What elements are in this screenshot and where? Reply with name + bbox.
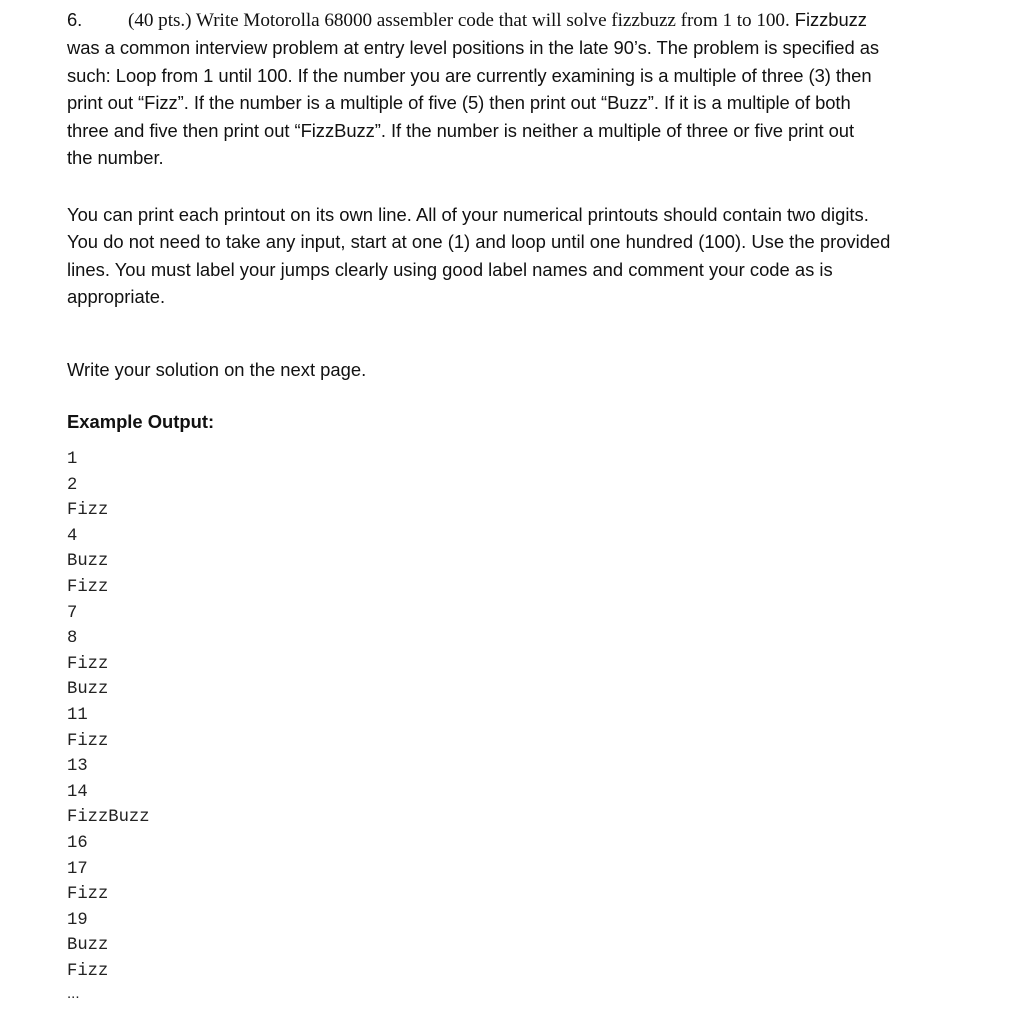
requirements-line-2: You do not need to take any input, start at one (1) and loop until one hundred (100). Use the provided [67, 231, 891, 253]
problem-line-5: three and five then print out “FizzBuzz”. If the number is neither a multiple of three or five print out [67, 119, 855, 141]
problem-line-6: the number. [67, 147, 164, 169]
problem-points-text: (40 pts.) Write Motorolla 68000 assembler code that will solve fizzbuzz from 1 to 100. [128, 10, 790, 31]
output-line: Fizz [67, 501, 109, 521]
output-line: 11 [67, 705, 88, 725]
output-line: 17 [67, 859, 88, 879]
output-line: Buzz [67, 936, 109, 956]
problem-line-3: such: Loop from 1 until 100. If the number you are currently examining is a multiple of three (3) then [67, 64, 872, 86]
output-line: 4 [67, 526, 78, 546]
problem-line-2: was a common interview problem at entry level positions in the late 90’s. The problem is specified as [67, 37, 880, 59]
output-line: 1 [67, 450, 78, 469]
output-line: Fizz [67, 654, 109, 674]
output-line: Buzz [67, 680, 109, 700]
requirements-line-1: You can print each printout on its own line. All of your numerical printouts should contain two digits. [67, 204, 869, 225]
problem-heading-tail: Fizzbuzz [789, 9, 867, 30]
example-output-heading: Example Output: [67, 411, 215, 433]
example-output-list [67, 447, 150, 984]
output-line: Fizz [67, 577, 109, 597]
output-line: 13 [67, 757, 88, 777]
problem-line-4: print out “Fizz”. If the number is a multiple of five (5) then print out “Buzz”. If it is a multiple of both [67, 92, 851, 114]
requirements-line-4: appropriate. [67, 286, 166, 308]
output-line: 8 [67, 629, 78, 649]
next-page-instruction: Write your solution on the next page. [67, 359, 367, 381]
output-line: 14 [67, 782, 88, 802]
requirements-paragraph [67, 201, 1007, 311]
problem-number: 6. [67, 9, 83, 30]
requirements-line-3: lines. You must label your jumps clearly using good label names and comment your code as is [67, 258, 833, 280]
output-ellipsis: ... [67, 985, 80, 1002]
problem-heading-line [67, 6, 1007, 34]
output-line: Fizz [67, 731, 109, 751]
output-line: 19 [67, 910, 88, 930]
output-line: 7 [67, 603, 78, 623]
output-line: 16 [67, 833, 88, 853]
output-line: Fizz [67, 885, 109, 905]
output-line: 2 [67, 475, 78, 495]
output-line: Fizz [67, 961, 109, 981]
problem-statement [67, 6, 1007, 171]
output-line: Buzz [67, 552, 109, 572]
output-line: FizzBuzz [67, 808, 150, 828]
